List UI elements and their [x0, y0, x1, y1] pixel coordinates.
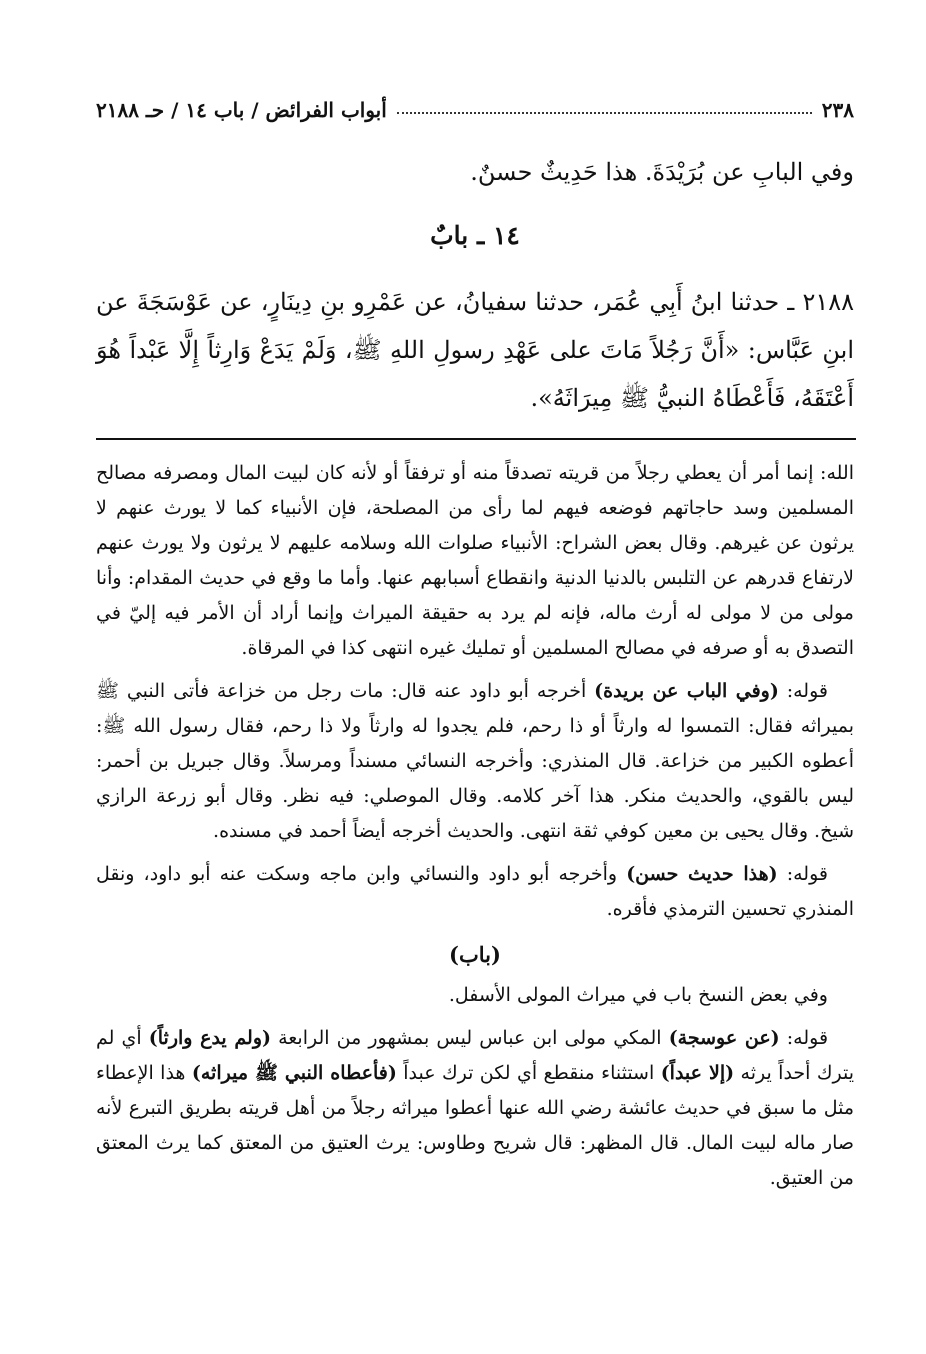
page-number: ٢٣٨: [821, 98, 854, 122]
para5-quote-1: (عن عوسجة): [668, 1027, 780, 1049]
para5-text-2: أي لم يترك أحداً يرثه: [96, 1027, 855, 1084]
commentary: [96, 456, 854, 1204]
para2-body: أخرجه أبو داود عنه قال: مات رجل من خزاعة فأتى النبي ﷺ بميراثه فقال: التمسوا له وارثاً أو ذا رحم، فلم يجدوا له وارثاً ولا ذا رحم، فقال رسول الله ﷺ: أعطوه الكبير من خزاعة. قال المنذري: وأخرجه النسائي مسنداً ومرسلاً. وقال جبريل بن أحمر: ليس بالقوي، والحديث منكر. هذا آخر كلامه. وقال الموصلي: فيه نظر. وقال أبو زرعة الرازي شيخ. وقال يحيى بن معين كوفي ثقة انتهى. والحديث أخرجه أيضاً أحمد في مسنده.: [96, 680, 854, 842]
commentary-paragraph-3: [96, 857, 854, 927]
para2-lead: قوله:: [786, 680, 828, 702]
intro-line: وفي البابِ عن بُرَيْدَةَ. هذا حَدِيثٌ حسنٌ.: [470, 158, 854, 186]
commentary-paragraph-1: الله: إنما أمر أن يعطي رجلاً من قريته تصدقاً منه أو ترفقاً أو لأنه كان لبيت المال ومصرفه مصالح المسلمين وسد حاجاتهم فوضعه فيهم لما رأى من المصلحة، فإن الأنبياء كما لا يورث عنهم لا يرثون عن غيرهم. وقال بعض الشراح: الأنبياء صلوات الله وسلامه عليهم لا يرثون ولا يورث عنهم لارتفاع قدرهم عن التلبس بالدنيا الدنية وانقطاع أسبابهم عنها. وأما ما وقع في حديث المقدام: وأنا مولى من لا مولى له أرث ماله، فإنه لم يرد به حقيقة الميراث وإنما أراد أن الأمر فيه إليّ في التصدق به أو صرفه في مصالح المسلمين أو تمليك غيره انتهى كذا في المرقاة.: [96, 462, 854, 659]
para5-quote-3: (إلا عبداً): [660, 1062, 735, 1084]
commentary-paragraph-2: [96, 674, 854, 849]
page-header: [96, 88, 854, 122]
para3-body: وأخرجه أبو داود والنسائي وابن ماجه وسكت عنه أبو داود، ونقل المنذري تحسين الترمذي فأقره.: [96, 863, 854, 920]
para5-quote-2: (ولم يدع وارثاً): [148, 1027, 271, 1049]
para3-lead: قوله:: [786, 863, 828, 885]
header-dotted-leader: [397, 112, 812, 114]
bab-heading: (باب): [449, 942, 501, 967]
para5-text-1: المكي مولى ابن عباس ليس بمشهور من الرابعة: [278, 1027, 662, 1049]
commentary-paragraph-4: وفي بعض النسخ باب في ميراث المولى الأسفل.: [448, 984, 828, 1006]
para5-lead: قوله:: [786, 1027, 829, 1049]
para5-text-4: هذا الإعطاء مثل ما سبق في حديث عائشة رضي الله عنها أعطوا ميراثه رجلاً من أهل قريته بطريق التبرع لأنه صار ماله لبيت المال. قال المظهر: قال شريح وطاوس: يرث العتيق من المعتق كما يرث المعتق من العتيق.: [96, 1062, 854, 1189]
para2-quote: (وفي الباب عن بريدة): [594, 680, 779, 702]
para5-text-3: استثناء منقطع أي لكن ترك عبداً: [403, 1062, 655, 1084]
footnote-separator: [96, 438, 856, 440]
running-title: أبواب الفرائض / باب ١٤ / حـ ٢١٨٨: [96, 98, 387, 122]
hadith-text: ٢١٨٨ ـ حدثنا ابنُ أَبِي عُمَر، حدثنا سفيانُ، عن عَمْرِو بنِ دِينَارٍ، عن عَوْسَجَةَ عن ابنِ عَبَّاس: «أَنَّ رَجُلاً مَاتَ على عَهْدِ رسولِ اللهِ ﷺ، وَلَمْ يَدَعْ وَارِثاً إِلَّا عَبْداً هُوَ أَعْتَقَهُ، فَأَعْطَاهُ النبيُّ ﷺ مِيرَاثَهُ».: [96, 288, 854, 412]
para3-quote: (هذا حديث حسن): [626, 863, 778, 885]
para5-quote-4: (فأعطاه النبي ﷺ ميراثه): [191, 1062, 397, 1084]
chapter-heading: ١٤ ـ بابٌ: [430, 221, 520, 250]
commentary-paragraph-5: [96, 1021, 854, 1196]
